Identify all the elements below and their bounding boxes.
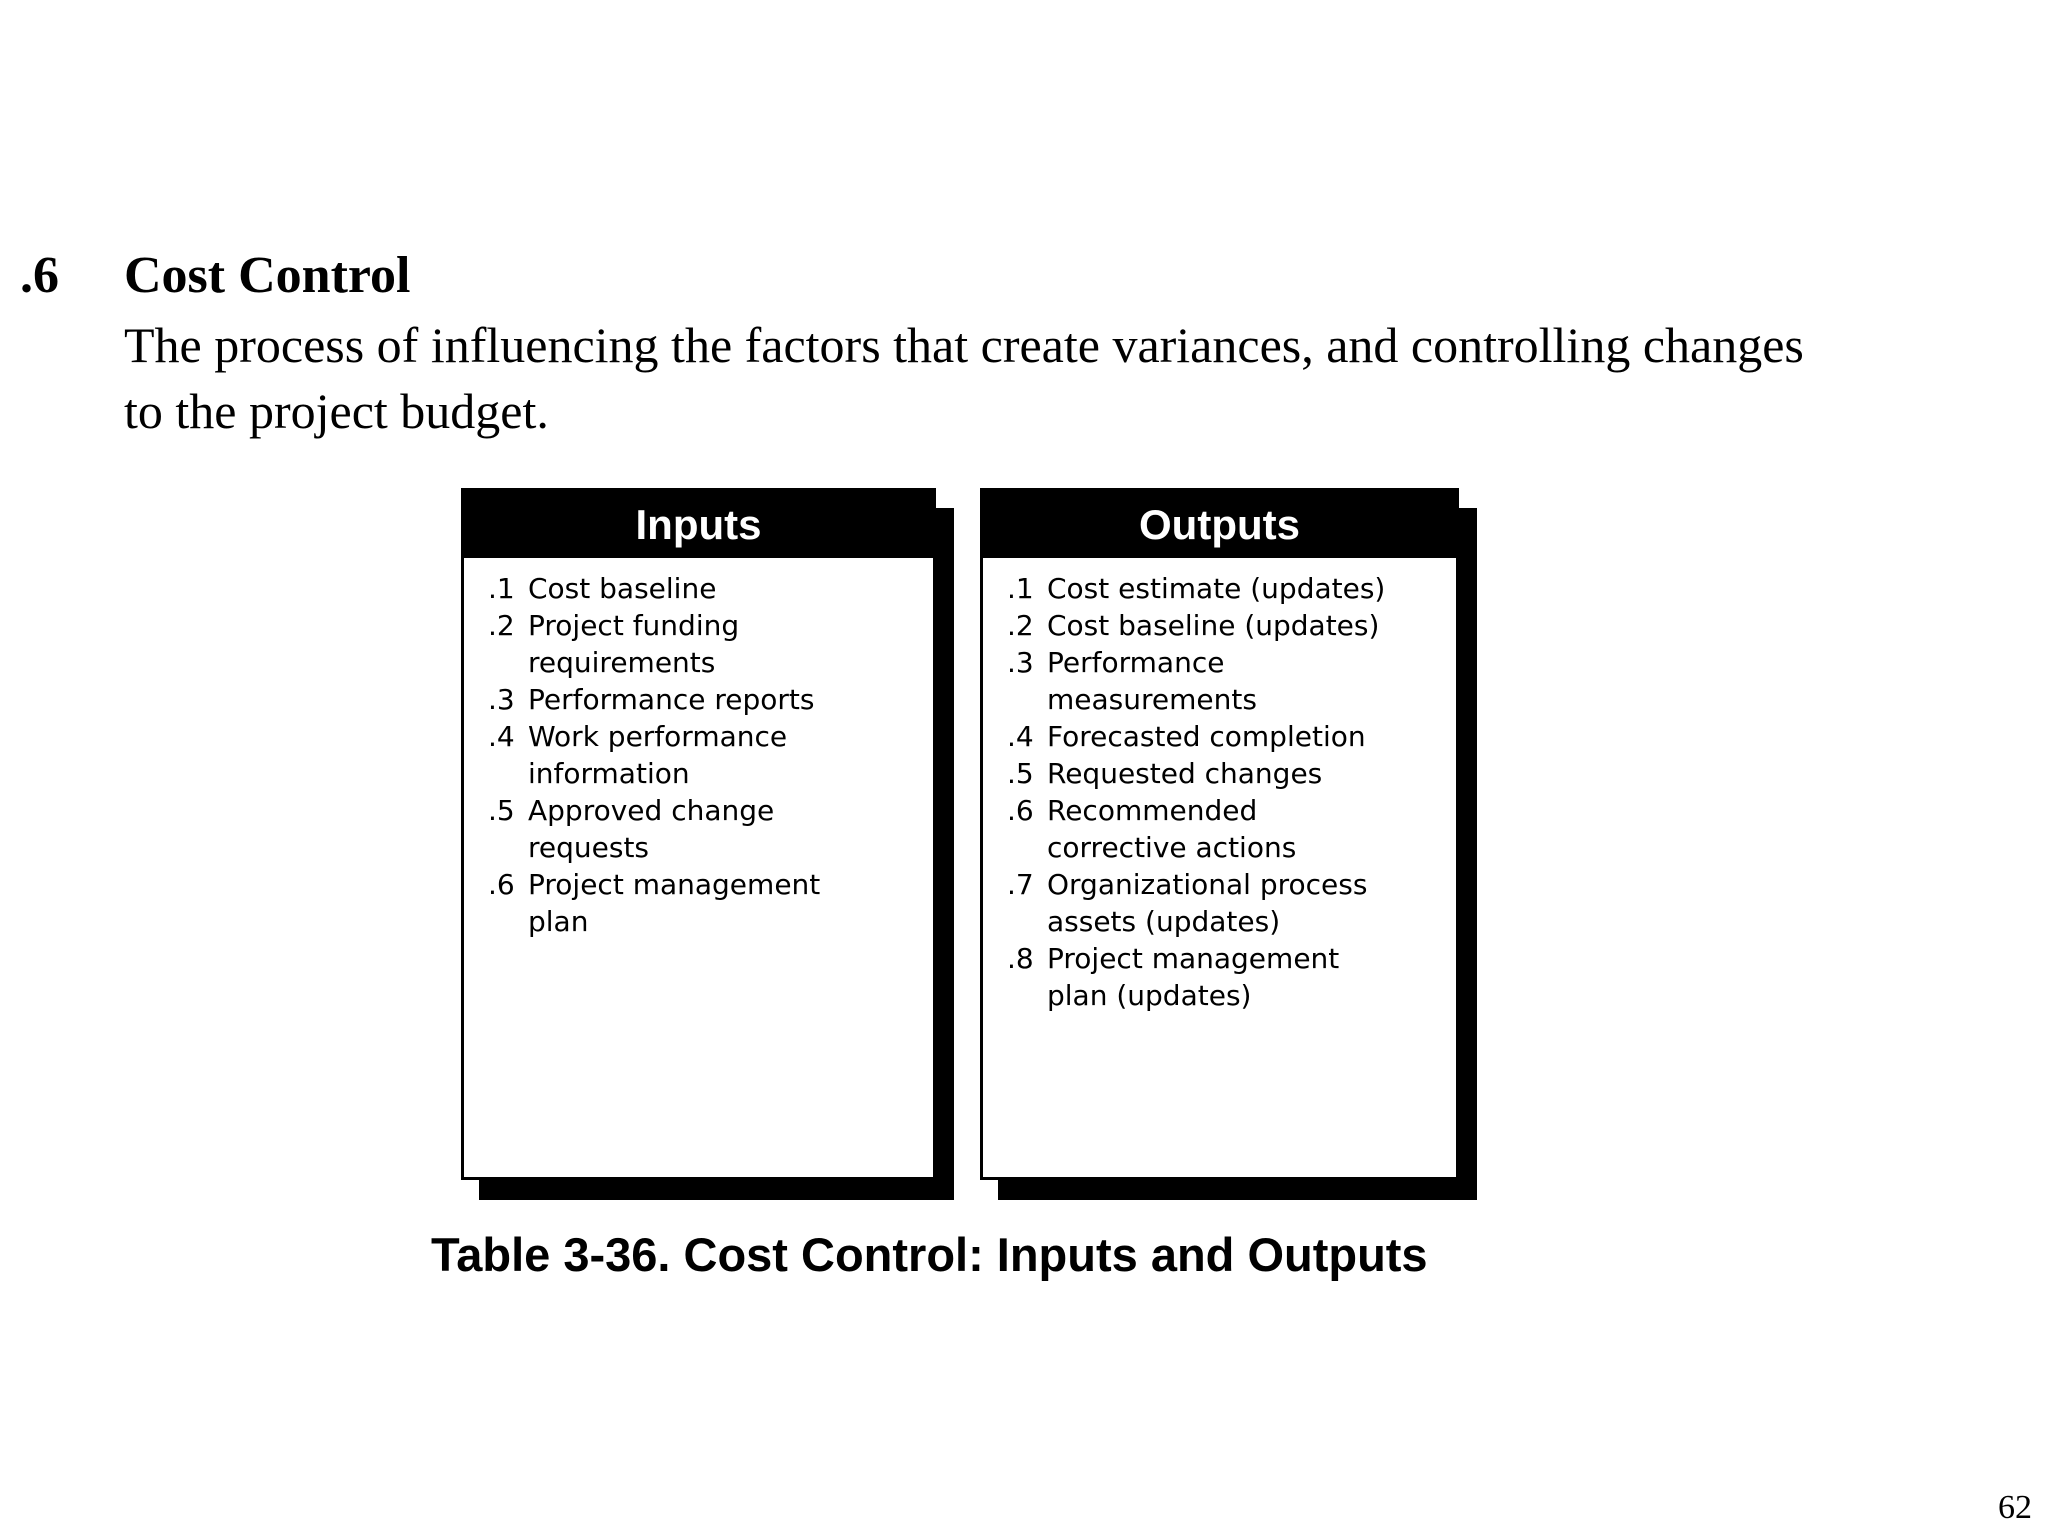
item-text: Cost baseline [528,572,717,605]
item-text: Performance reports [528,683,815,716]
outputs-box [980,488,1459,1180]
inputs-header: Inputs [464,491,933,558]
item-number: .1 [488,572,515,605]
item-number: .5 [488,794,515,827]
item-number: .8 [1007,942,1034,975]
item-text: Cost baseline (updates) [1047,609,1380,642]
inputs-list [464,558,933,940]
item-number: .4 [488,720,515,753]
list-item [1007,570,1456,607]
item-number: .7 [1007,868,1034,901]
list-item [488,681,933,718]
table-caption: Table 3-36. Cost Control: Inputs and Outputs [431,1228,1428,1281]
list-item [488,718,933,792]
item-text: Project management plan [528,868,821,938]
list-item [1007,718,1456,755]
item-text: Project management plan (updates) [1047,942,1340,1012]
page-number: 62 [1998,1489,2032,1526]
item-number: .2 [488,609,515,642]
list-item [488,866,933,940]
item-text: Requested changes [1047,757,1323,790]
item-number: .1 [1007,572,1034,605]
list-item [488,792,933,866]
section-number: .6 [20,247,59,304]
item-text: Cost estimate (updates) [1047,572,1386,605]
item-number: .4 [1007,720,1034,753]
list-item [1007,607,1456,644]
list-item [1007,940,1456,1014]
list-item [1007,755,1456,792]
list-item [1007,792,1456,866]
outputs-header: Outputs [983,491,1456,558]
item-number: .3 [488,683,515,716]
list-item [488,570,933,607]
item-text: Approved change requests [528,794,775,864]
section-description-line: to the project budget. [124,383,549,439]
item-text: Performance measurements [1047,646,1257,716]
item-number: .6 [1007,794,1034,827]
section-description-line: The process of influencing the factors that create variances, and controlling changes [124,317,1804,373]
list-item [1007,866,1456,940]
inputs-box [461,488,936,1180]
section-title: Cost Control [124,247,411,304]
outputs-list [983,558,1456,1014]
item-number: .3 [1007,646,1034,679]
item-number: .6 [488,868,515,901]
item-number: .5 [1007,757,1034,790]
item-text: Forecasted completion [1047,720,1366,753]
item-text: Recommended corrective actions [1047,794,1297,864]
section-description [124,312,2039,444]
list-item [488,607,933,681]
item-text: Work performance information [528,720,788,790]
item-number: .2 [1007,609,1034,642]
item-text: Project funding requirements [528,609,740,679]
list-item [1007,644,1456,718]
item-text: Organizational process assets (updates) [1047,868,1368,938]
